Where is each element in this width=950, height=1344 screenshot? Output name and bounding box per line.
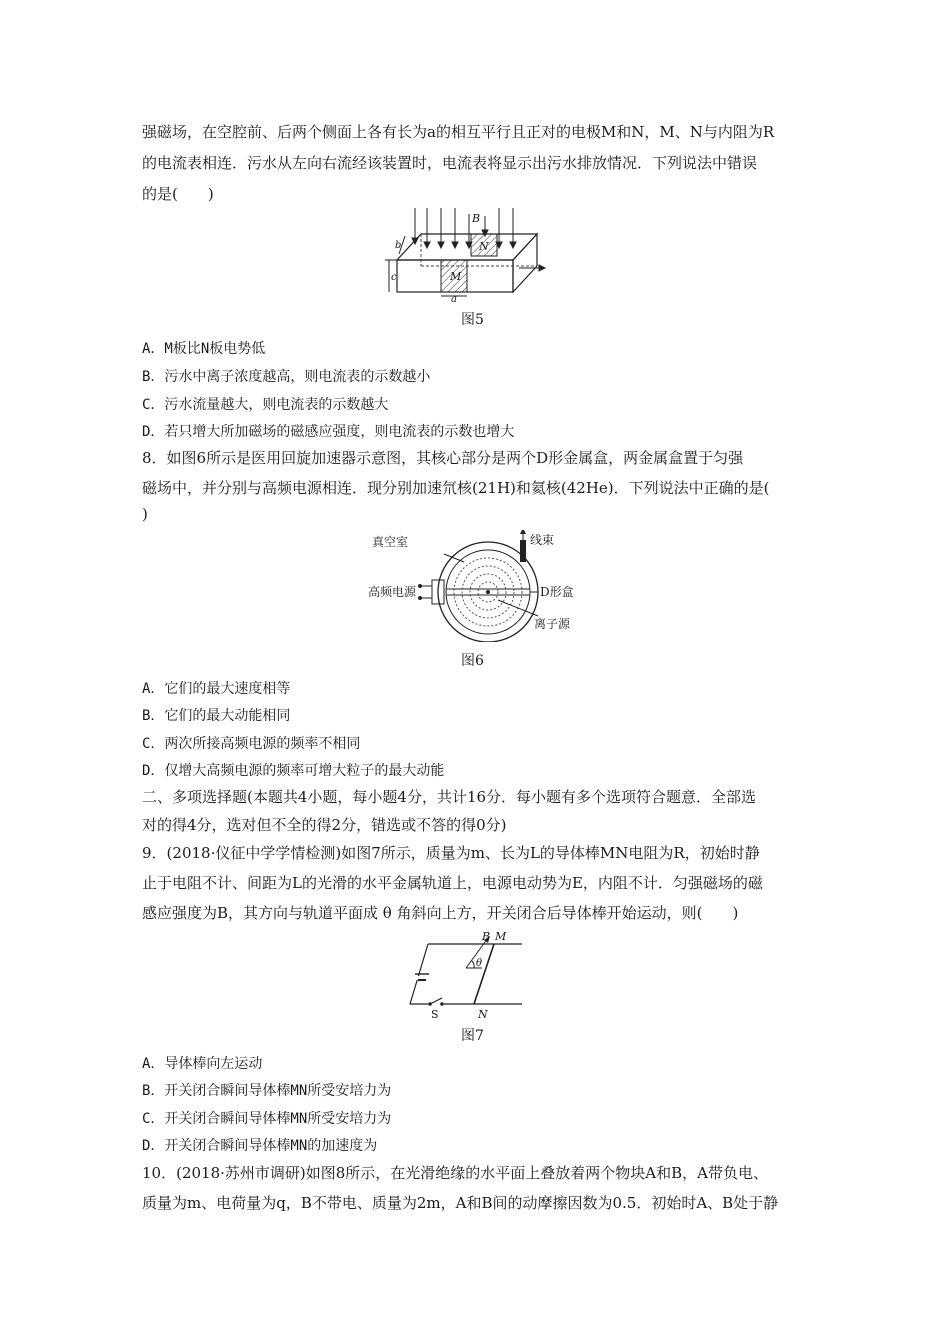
fig5-label-n: N	[479, 240, 489, 253]
fig7-label-n: N	[478, 1008, 488, 1020]
q10-line-2: 质量为m、电荷量为q，B不带电、质量为2m，A和B间的动摩擦因数为0.5．初始时A、B处于静	[142, 1194, 779, 1212]
q7-option-d: D．若只增大所加磁场的磁感应强度，则电流表的示数也增大	[142, 424, 515, 440]
fig5-label-a: a	[451, 294, 457, 302]
figure-7-rail-circuit-diagram	[398, 928, 526, 1020]
figure-5-caption: 图5	[461, 312, 484, 328]
q8-option-c: C．两次所接高频电源的频率不相同	[142, 736, 361, 752]
q7-option-a: A．M板比N板电势低	[142, 341, 266, 357]
q8-line-3: )	[142, 505, 148, 523]
fig5-label-b-width: b	[395, 240, 402, 251]
q7-option-b: B．污水中离子浓度越高，则电流表的示数越小	[142, 369, 431, 385]
q7-option-c: C．污水流量越大，则电流表的示数越大	[142, 397, 389, 413]
fig6-label-vacuum-chamber: 真空室	[372, 535, 409, 549]
q8-line-2: 磁场中，并分别与高频电源相连．现分别加速氘核(21H)和氦核(42He)．下列说法中正确的是(	[142, 479, 770, 497]
q7-line-2: 的电流表相连．污水从左向右流经该装置时，电流表将显示出污水排放情况．下列说法中错误	[142, 154, 758, 172]
figure-5-flowmeter-diagram	[385, 206, 555, 302]
fig7-label-switch: S	[431, 1008, 439, 1020]
q9-line-1: 9．(2018·仪征中学学情检测)如图7所示，质量为m、长为L的导体棒MN电阻为R，初始时静	[142, 844, 760, 862]
q8-option-b: B．它们的最大动能相同	[142, 708, 291, 724]
q7-line-1: 强磁场，在空腔前、后两个侧面上各有长为a的相互平行且正对的电极M和N，M、N与内阻为R	[142, 123, 775, 141]
q9-option-d: D．开关闭合瞬间导体棒MN的加速度为	[142, 1138, 378, 1154]
fig7-label-b: B	[482, 930, 491, 943]
figure-7-caption: 图7	[461, 1028, 484, 1044]
section-2-heading-line-1: 二、多项选择题(本题共4小题，每小题4分，共计16分．每小题有多个选项符合题意．全部选	[142, 788, 757, 806]
q8-line-1: 8．如图6所示是医用回旋加速器示意图，其核心部分是两个D形金属盒，两金属盒置于匀强	[142, 449, 744, 467]
fig7-label-theta: θ	[476, 958, 483, 969]
q7-line-3: 的是( )	[142, 185, 214, 203]
figure-6-cyclotron-diagram	[368, 530, 590, 642]
fig7-label-m: M	[495, 930, 507, 943]
q8-option-d: D．仅增大高频电源的频率可增大粒子的最大动能	[142, 763, 445, 779]
q9-line-2: 止于电阻不计、间距为L的光滑的水平金属轨道上，电源电动势为E，内阻不计．匀强磁场的磁	[142, 874, 763, 892]
q9-option-a: A．导体棒向左运动	[142, 1056, 263, 1072]
fig5-label-b-field: B	[472, 212, 481, 225]
fig6-label-ion-source: 离子源	[534, 617, 571, 631]
q8-option-a: A．它们的最大速度相等	[142, 681, 291, 697]
figure-6-caption: 图6	[461, 653, 484, 669]
fig5-label-c: c	[391, 272, 397, 283]
fig6-label-d-box: D形盒	[540, 585, 574, 599]
q10-line-1: 10．(2018·苏州市调研)如图8所示，在光滑绝缘的水平面上叠放着两个物块A和B，A带负电、	[142, 1164, 768, 1182]
q9-line-3: 感应强度为B，其方向与轨道平面成 θ 角斜向上方，开关闭合后导体棒开始运动，则( )	[142, 904, 739, 922]
q9-option-c: C．开关闭合瞬间导体棒MN所受安培力为	[142, 1111, 392, 1127]
section-2-heading-line-2: 对的得4分，选对但不全的得2分，错选或不答的得0分)	[142, 816, 507, 834]
fig5-label-m: M	[450, 270, 462, 283]
fig6-label-power-source: 高频电源	[368, 585, 417, 599]
fig6-label-beam: 线束	[530, 533, 555, 547]
q9-option-b: B．开关闭合瞬间导体棒MN所受安培力为	[142, 1083, 392, 1099]
